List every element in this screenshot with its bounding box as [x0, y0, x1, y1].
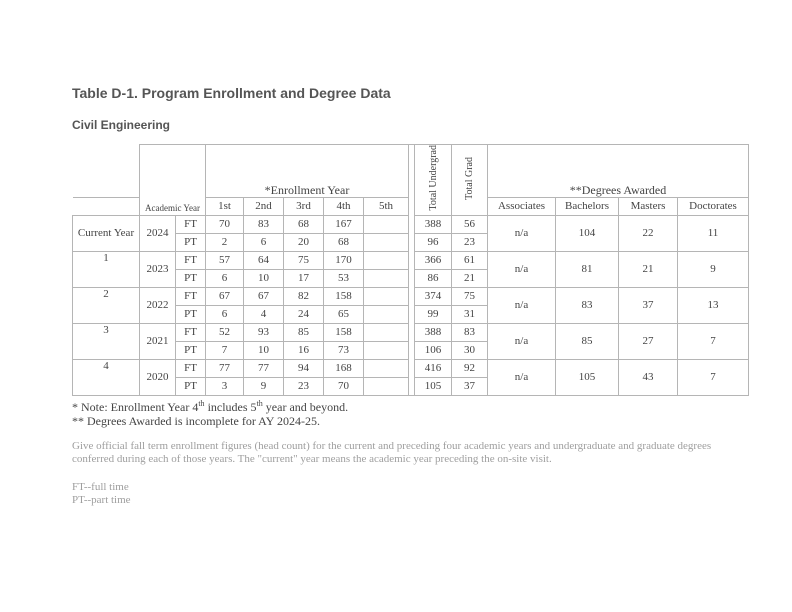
row-label: 3: [73, 324, 140, 360]
enrollment-3rd: 16: [284, 342, 324, 360]
enrollment-4th: 158: [324, 324, 364, 342]
enrollment-table: [72, 144, 749, 396]
enrollment-3rd: 23: [284, 378, 324, 396]
year-header-4th: 4th: [324, 198, 364, 216]
enrollment-2nd: 4: [244, 306, 284, 324]
enrollment-5th: [364, 306, 409, 324]
total-undergrad: 96: [415, 234, 452, 252]
total-undergrad-header: Total Undergrad: [415, 145, 452, 216]
total-undergrad: 374: [415, 288, 452, 306]
total-grad: 92: [452, 360, 488, 378]
blank-corner: [73, 145, 140, 198]
academic-year-header: Academic Year: [140, 145, 206, 216]
enrollment-3rd: 82: [284, 288, 324, 306]
enrollment-2nd: 83: [244, 216, 284, 234]
degrees-doctorates: 9: [678, 252, 749, 288]
blank-corner: [73, 198, 140, 216]
row-label: Current Year: [73, 216, 140, 252]
enrollment-4th: 158: [324, 288, 364, 306]
year-header-5th: 5th: [364, 198, 409, 216]
enrollment-5th: [364, 216, 409, 234]
degrees-note: ** Degrees Awarded is incomplete for AY 2024-25.: [72, 414, 320, 428]
total-undergrad: 99: [415, 306, 452, 324]
enrollment-4th: 167: [324, 216, 364, 234]
academic-year: 2021: [140, 324, 176, 360]
degrees-associates: n/a: [488, 288, 556, 324]
degrees-masters: 21: [619, 252, 678, 288]
total-grad-header: Total Grad: [452, 145, 488, 216]
enrollment-2nd: 10: [244, 342, 284, 360]
degrees-associates: n/a: [488, 324, 556, 360]
enrollment-type: PT: [176, 342, 206, 360]
enrollment-2nd: 67: [244, 288, 284, 306]
row-label: 4: [73, 360, 140, 396]
enrollment-3rd: 85: [284, 324, 324, 342]
year-header-2nd: 2nd: [244, 198, 284, 216]
degrees-associates: n/a: [488, 216, 556, 252]
enrollment-type: PT: [176, 234, 206, 252]
enrollment-2nd: 9: [244, 378, 284, 396]
enrollment-5th: [364, 324, 409, 342]
instructions: Give official fall term enrollment figures (head count) for the current and preceding four academic years and undergraduate and graduate degrees conferred during each of those years. The "current" year means the academic year preceding the on-site visit.: [72, 440, 712, 465]
legend-ft: FT--full time: [72, 481, 129, 493]
degrees-bachelors: 83: [556, 288, 619, 324]
academic-year: 2024: [140, 216, 176, 252]
total-undergrad: 86: [415, 270, 452, 288]
degree-header-associates: Associates: [488, 198, 556, 216]
row-label: 2: [73, 288, 140, 324]
degree-header-masters: Masters: [619, 198, 678, 216]
degrees-doctorates: 7: [678, 360, 749, 396]
enrollment-1st: 2: [206, 234, 244, 252]
enrollment-type: PT: [176, 270, 206, 288]
total-grad: 21: [452, 270, 488, 288]
degrees-bachelors: 105: [556, 360, 619, 396]
academic-year: 2023: [140, 252, 176, 288]
enrollment-3rd: 94: [284, 360, 324, 378]
degrees-masters: 43: [619, 360, 678, 396]
enrollment-type: FT: [176, 324, 206, 342]
enrollment-3rd: 75: [284, 252, 324, 270]
degrees-doctorates: 7: [678, 324, 749, 360]
enrollment-1st: 6: [206, 270, 244, 288]
total-undergrad: 366: [415, 252, 452, 270]
degrees-masters: 37: [619, 288, 678, 324]
enrollment-3rd: 20: [284, 234, 324, 252]
total-grad: 31: [452, 306, 488, 324]
enrollment-3rd: 24: [284, 306, 324, 324]
enrollment-1st: 70: [206, 216, 244, 234]
enrollment-type: FT: [176, 216, 206, 234]
enrollment-1st: 57: [206, 252, 244, 270]
legend-pt: PT--part time: [72, 494, 131, 506]
enrollment-1st: 6: [206, 306, 244, 324]
degree-header-bachelors: Bachelors: [556, 198, 619, 216]
degrees-associates: n/a: [488, 252, 556, 288]
enrollment-type: FT: [176, 252, 206, 270]
year-header-3rd: 3rd: [284, 198, 324, 216]
enrollment-1st: 52: [206, 324, 244, 342]
enrollment-5th: [364, 342, 409, 360]
legend: [72, 481, 131, 507]
degrees-doctorates: 13: [678, 288, 749, 324]
enrollment-type: FT: [176, 360, 206, 378]
total-grad: 83: [452, 324, 488, 342]
enrollment-4th: 65: [324, 306, 364, 324]
enrollment-4th: 68: [324, 234, 364, 252]
total-undergrad: 105: [415, 378, 452, 396]
degrees-bachelors: 104: [556, 216, 619, 252]
enrollment-5th: [364, 234, 409, 252]
degrees-doctorates: 11: [678, 216, 749, 252]
enrollment-2nd: 93: [244, 324, 284, 342]
total-grad: 75: [452, 288, 488, 306]
table-title: Table D-1. Program Enrollment and Degree Data: [72, 85, 391, 101]
total-grad: 61: [452, 252, 488, 270]
degrees-awarded-header: **Degrees Awarded: [488, 145, 749, 198]
enrollment-1st: 67: [206, 288, 244, 306]
enrollment-type: FT: [176, 288, 206, 306]
enrollment-2nd: 77: [244, 360, 284, 378]
enrollment-3rd: 68: [284, 216, 324, 234]
enrollment-year-header: *Enrollment Year: [206, 145, 409, 198]
degrees-masters: 22: [619, 216, 678, 252]
enrollment-note: * Note: Enrollment Year 4th includes 5th year and beyond.: [72, 399, 349, 414]
total-grad: 23: [452, 234, 488, 252]
degrees-associates: n/a: [488, 360, 556, 396]
total-undergrad: 416: [415, 360, 452, 378]
degrees-masters: 27: [619, 324, 678, 360]
enrollment-3rd: 17: [284, 270, 324, 288]
degrees-bachelors: 81: [556, 252, 619, 288]
program-name: Civil Engineering: [72, 118, 171, 132]
enrollment-5th: [364, 252, 409, 270]
enrollment-4th: 170: [324, 252, 364, 270]
degrees-bachelors: 85: [556, 324, 619, 360]
enrollment-2nd: 10: [244, 270, 284, 288]
total-undergrad: 388: [415, 216, 452, 234]
total-grad: 56: [452, 216, 488, 234]
enrollment-5th: [364, 360, 409, 378]
enrollment-2nd: 6: [244, 234, 284, 252]
enrollment-5th: [364, 288, 409, 306]
year-header-1st: 1st: [206, 198, 244, 216]
degree-header-doctorates: Doctorates: [678, 198, 749, 216]
enrollment-4th: 70: [324, 378, 364, 396]
total-grad: 37: [452, 378, 488, 396]
enrollment-4th: 168: [324, 360, 364, 378]
enrollment-type: PT: [176, 306, 206, 324]
total-undergrad: 106: [415, 342, 452, 360]
enrollment-4th: 73: [324, 342, 364, 360]
enrollment-4th: 53: [324, 270, 364, 288]
academic-year: 2022: [140, 288, 176, 324]
enrollment-2nd: 64: [244, 252, 284, 270]
enrollment-5th: [364, 270, 409, 288]
enrollment-5th: [364, 378, 409, 396]
enrollment-1st: 77: [206, 360, 244, 378]
total-undergrad: 388: [415, 324, 452, 342]
enrollment-type: PT: [176, 378, 206, 396]
table-notes: [72, 397, 348, 428]
enrollment-1st: 7: [206, 342, 244, 360]
total-grad: 30: [452, 342, 488, 360]
row-label: 1: [73, 252, 140, 288]
enrollment-1st: 3: [206, 378, 244, 396]
academic-year: 2020: [140, 360, 176, 396]
